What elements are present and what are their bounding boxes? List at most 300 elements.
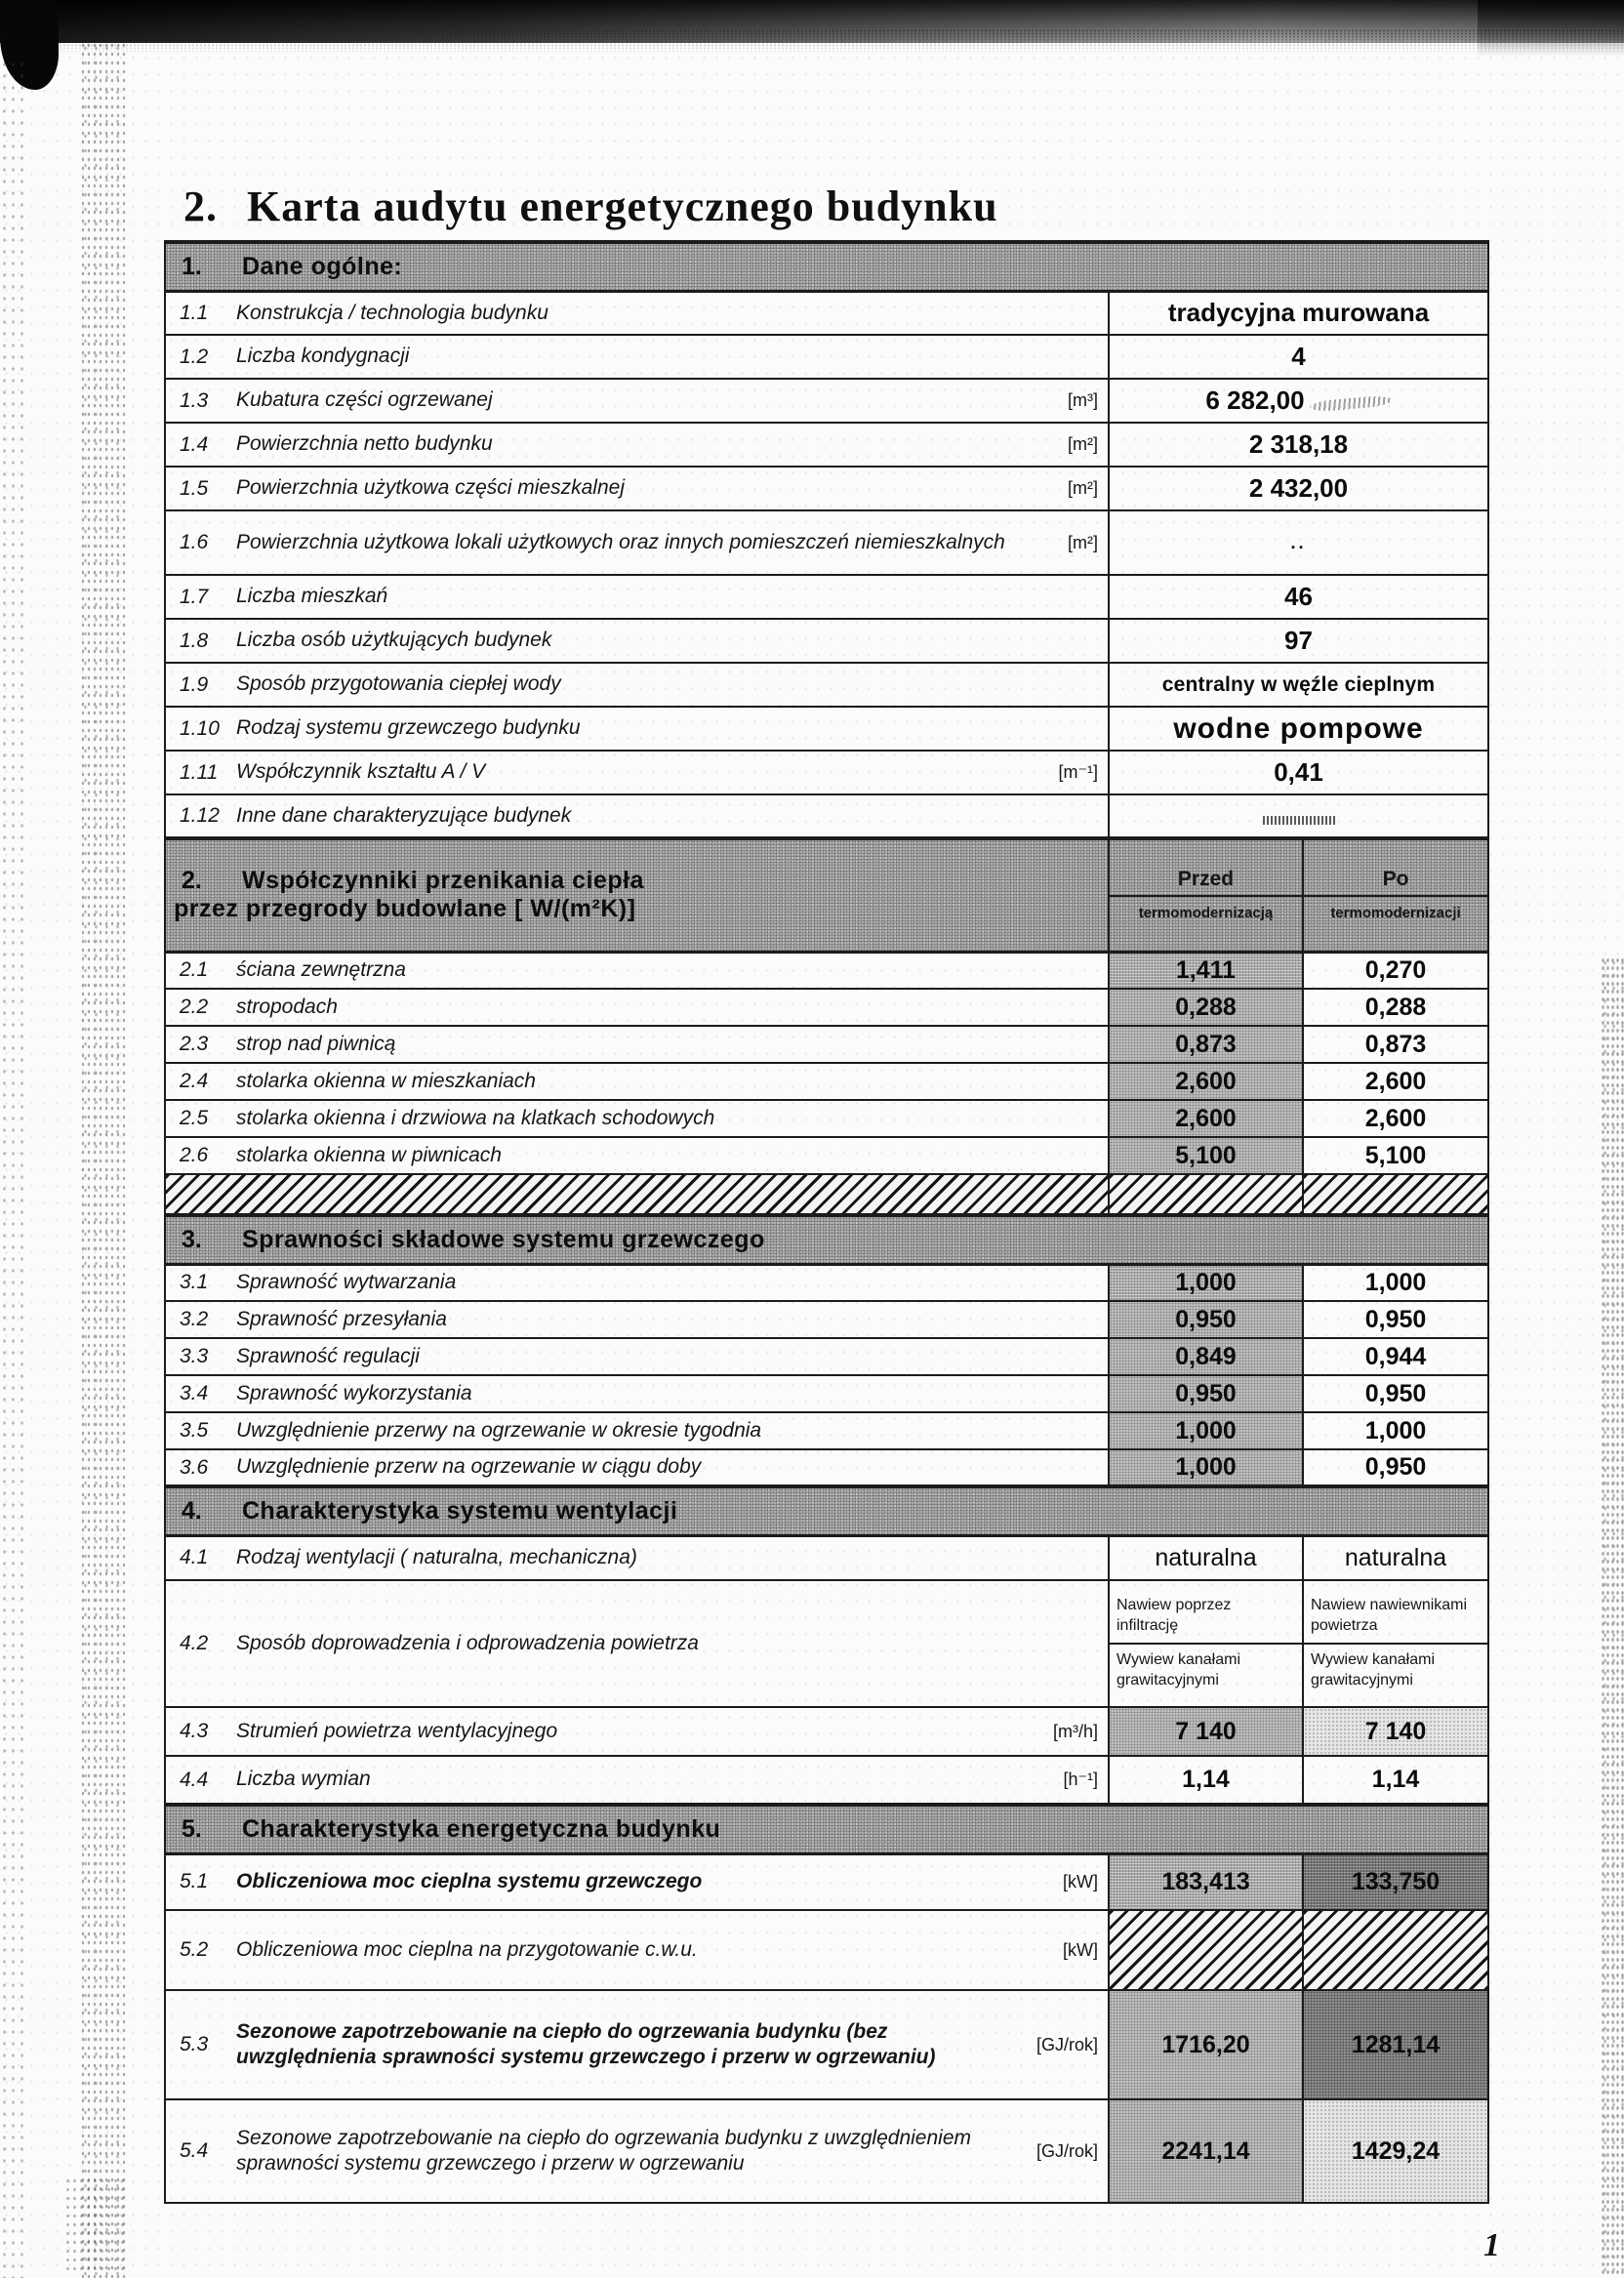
table-row <box>165 1756 1488 1805</box>
row-index: 1.10 <box>180 716 220 740</box>
row-index: 2.4 <box>180 1070 209 1092</box>
row-label: Współczynnik kształtu A / V <box>236 760 486 784</box>
section-header-row <box>165 1215 1488 1264</box>
row-unit: [m⁻¹] <box>1058 762 1098 782</box>
row-value-before-cell <box>1109 1338 1303 1375</box>
row-label-cell <box>165 952 1109 989</box>
row-value: .. <box>1290 532 1307 552</box>
hatched-cell <box>165 1174 1109 1215</box>
table-row <box>165 291 1488 335</box>
row-value: 0,873 <box>1364 1030 1427 1058</box>
row-value-cell <box>1109 619 1488 663</box>
row-value-after-cell <box>1303 1063 1488 1100</box>
row-unit: [m²] <box>1068 434 1098 454</box>
section-title-line: Współczynniki przenikania ciepła <box>242 867 644 895</box>
table-row <box>165 1375 1488 1412</box>
row-index: 1.8 <box>180 629 209 652</box>
table-row <box>165 467 1488 510</box>
row-label-cell <box>165 1137 1109 1174</box>
row-label-wrap <box>174 1545 1100 1570</box>
row-value-after-cell <box>1303 1580 1488 1707</box>
row-label: Sprawność wykorzystania <box>236 1381 472 1404</box>
row-value-before-cell <box>1109 1990 1303 2099</box>
stacked-value-top: Nawiew nawiewnikami powietrza <box>1304 1590 1487 1645</box>
row-value: 46 <box>1284 582 1313 611</box>
table-row <box>165 751 1488 794</box>
row-value-after-cell <box>1303 1853 1488 1910</box>
row-value: naturalna <box>1344 1543 1447 1571</box>
section-title <box>174 867 1100 923</box>
row-index: 4.1 <box>180 1546 209 1569</box>
row-label-wrap <box>174 1344 1100 1369</box>
row-label-cell <box>165 1026 1109 1063</box>
page-title-number: 2. <box>183 183 218 230</box>
row-value-cell <box>1109 335 1488 379</box>
row-value: 7 140 <box>1175 1717 1237 1745</box>
row-value-after-cell <box>1303 1990 1488 2099</box>
section-title-line: przez przegrody budowlane [ W/(m²K)] <box>174 895 636 923</box>
table-row <box>165 1990 1488 2099</box>
row-value-before-cell <box>1109 952 1303 989</box>
section-number: 2. <box>182 867 202 895</box>
row-label-wrap <box>174 1767 1100 1792</box>
row-label-cell <box>165 1756 1109 1805</box>
row-value: 0,950 <box>1364 1379 1427 1407</box>
row-value-after-cell <box>1303 1375 1488 1412</box>
row-value-before-cell <box>1109 989 1303 1026</box>
row-label-wrap <box>174 1270 1100 1295</box>
row-label: Obliczeniowa moc cieplna na przygotowanie c.w.u. <box>236 1937 698 1961</box>
row-unit: [kW] <box>1063 1939 1098 1960</box>
table-row <box>165 335 1488 379</box>
table-row <box>165 1910 1488 1990</box>
row-value: 0,950 <box>1175 1305 1237 1333</box>
audit-table <box>164 240 1487 2204</box>
row-label-wrap <box>174 715 1100 741</box>
row-label-wrap <box>174 1719 1100 1744</box>
row-index: 4.4 <box>180 1768 209 1791</box>
row-index: 5.1 <box>180 1870 209 1893</box>
row-unit: [kW] <box>1063 1871 1098 1892</box>
table-row <box>165 1580 1488 1707</box>
row-value-after-cell <box>1303 2099 1488 2203</box>
row-label-cell <box>165 467 1109 510</box>
row-value: wodne pompowe <box>1173 712 1424 745</box>
row-value: 2 318,18 <box>1248 429 1349 459</box>
section-header-cell <box>165 242 1488 291</box>
row-label-cell <box>165 1264 1109 1301</box>
table-row <box>165 952 1488 989</box>
row-unit: [m³] <box>1068 390 1098 410</box>
row-label-cell <box>165 1707 1109 1756</box>
row-value: 1716,20 <box>1161 2030 1250 2058</box>
table-row <box>165 1100 1488 1137</box>
row-label-wrap <box>174 1069 1100 1094</box>
table-row <box>165 575 1488 619</box>
scan-artifact-right-band <box>1601 956 1624 2278</box>
row-value-before-cell <box>1109 1412 1303 1449</box>
row-label-cell <box>165 1580 1109 1707</box>
scan-artifact-bottom-left <box>64 2176 127 2270</box>
audit-table-grid <box>164 240 1489 2204</box>
section-title-line: Charakterystyka systemu wentylacji <box>242 1496 678 1525</box>
row-label-cell <box>165 1338 1109 1375</box>
table-row <box>165 1535 1488 1580</box>
row-value-before-cell <box>1109 1100 1303 1137</box>
column-header-after <box>1303 838 1488 952</box>
row-index: 3.2 <box>180 1308 209 1330</box>
row-label-wrap <box>174 2019 1100 2071</box>
row-value: 0,950 <box>1364 1305 1427 1333</box>
row-label-wrap <box>174 584 1100 609</box>
section-number: 1. <box>182 252 202 280</box>
row-value: 0,944 <box>1364 1342 1427 1370</box>
section-header-cell <box>165 1215 1488 1264</box>
row-index: 1.11 <box>180 760 219 784</box>
row-value: 1,000 <box>1175 1268 1237 1296</box>
row-value-before-cell <box>1109 1580 1303 1707</box>
scan-artifact-top-fade <box>0 29 1624 55</box>
row-label-wrap <box>174 1454 1100 1480</box>
row-value: 1281,14 <box>1351 2030 1441 2058</box>
stacked-value-bottom: Wywiew kanałami grawitacyjnymi <box>1116 1651 1240 1688</box>
row-index: 2.2 <box>180 996 209 1018</box>
column-header-before-label: Przed <box>1110 862 1302 897</box>
row-value: 0,950 <box>1175 1379 1237 1407</box>
row-value: 2,600 <box>1175 1104 1237 1132</box>
row-label-wrap <box>174 759 1100 785</box>
row-label: Uwzględnienie przerwy na ogrzewanie w okresie tygodnia <box>236 1418 762 1442</box>
row-label: Obliczeniowa moc cieplna systemu grzewczego <box>236 1870 703 1893</box>
row-label: Rodzaj systemu grzewczego budynku <box>236 716 581 740</box>
row-unit: [GJ/rok] <box>1035 2034 1098 2054</box>
row-value-cell <box>1109 510 1488 575</box>
table-row <box>165 1174 1488 1215</box>
row-value: 183,413 <box>1161 1867 1250 1895</box>
row-label: Sezonowe zapotrzebowanie na ciepło do ogrzewania budynku z uwzględnieniem sprawności systemu grzewczego i przerw w ogrzewaniu <box>236 2126 971 2175</box>
stacked-values <box>1110 1590 1302 1696</box>
row-value: 6 282,00 <box>1205 386 1305 415</box>
row-value-after-cell <box>1303 1449 1488 1486</box>
table-row <box>165 619 1488 663</box>
row-value: 2 432,00 <box>1248 473 1349 503</box>
section-title <box>242 253 402 280</box>
table-row <box>165 1853 1488 1910</box>
row-unit: [m²] <box>1068 532 1098 552</box>
column-header-after-label: Po <box>1304 862 1487 897</box>
row-value-after-cell <box>1303 1338 1488 1375</box>
row-unit: [GJ/rok] <box>1035 2140 1098 2161</box>
row-value-after-cell <box>1303 989 1488 1026</box>
section-title <box>242 1226 765 1253</box>
row-index: 3.5 <box>180 1419 209 1442</box>
row-value-after-cell <box>1303 1412 1488 1449</box>
row-label-wrap <box>174 957 1100 983</box>
row-value-cell <box>1109 291 1488 335</box>
row-value: 2241,14 <box>1161 2136 1250 2165</box>
section-number: 5. <box>182 1814 202 1843</box>
row-value-before-cell <box>1109 1756 1303 1805</box>
row-value-after-cell <box>1303 1535 1488 1580</box>
row-value: 1,000 <box>1364 1416 1427 1444</box>
row-label-wrap <box>174 387 1100 413</box>
row-value: 2,600 <box>1364 1067 1427 1095</box>
table-row <box>165 1137 1488 1174</box>
row-value: 0,270 <box>1364 956 1427 984</box>
row-value: 0,873 <box>1175 1030 1237 1058</box>
page-title <box>183 182 998 231</box>
row-index: 5.3 <box>180 2033 209 2055</box>
table-row <box>165 423 1488 467</box>
row-value-cell <box>1109 751 1488 794</box>
row-index: 1.9 <box>180 672 209 696</box>
section-number: 4. <box>182 1496 202 1525</box>
stacked-value-top: Nawiew poprzez infiltrację <box>1110 1590 1302 1645</box>
table-row <box>165 707 1488 751</box>
row-label-wrap <box>174 1381 1100 1406</box>
row-label-cell <box>165 1449 1109 1486</box>
row-label-cell <box>165 1853 1109 1910</box>
row-unit: [h⁻¹] <box>1063 1770 1098 1789</box>
row-value-cell <box>1109 379 1488 423</box>
row-value-after-cell <box>1303 1301 1488 1338</box>
row-value: 0,41 <box>1274 757 1323 787</box>
row-index: 2.3 <box>180 1033 209 1055</box>
row-label-wrap <box>174 995 1100 1020</box>
row-value: 1,14 <box>1371 1766 1420 1793</box>
row-label-cell <box>165 1990 1109 2099</box>
row-value: 1,000 <box>1175 1453 1237 1481</box>
section-title-line: Charakterystyka energetyczna budynku <box>242 1814 721 1843</box>
row-unit: [m³/h] <box>1052 1721 1098 1741</box>
row-value: 7 140 <box>1364 1717 1427 1745</box>
table-row <box>165 1063 1488 1100</box>
row-value-after-cell <box>1303 952 1488 989</box>
table-row <box>165 1412 1488 1449</box>
row-index: 2.1 <box>180 958 209 982</box>
row-label-cell <box>165 575 1109 619</box>
row-label-cell <box>165 1910 1109 1990</box>
row-label-cell <box>165 663 1109 707</box>
row-label: Uwzględnienie przerw na ogrzewanie w ciągu doby <box>236 1455 702 1479</box>
row-value-before-cell <box>1109 1375 1303 1412</box>
row-value-before-cell <box>1109 1707 1303 1756</box>
table-row <box>165 379 1488 423</box>
row-value: 4 <box>1291 342 1306 371</box>
row-label: Inne dane charakteryzujące budynek <box>236 803 572 827</box>
row-label-wrap <box>174 344 1100 369</box>
row-value-before-cell <box>1109 1137 1303 1174</box>
section-header-cell <box>165 1486 1488 1535</box>
scan-artifact-right-top <box>1478 0 1624 57</box>
row-label-wrap <box>174 803 1100 829</box>
row-label-wrap <box>174 530 1100 555</box>
row-index: 1.3 <box>180 388 209 412</box>
row-label: Sezonowe zapotrzebowanie na ciepło do ogrzewania budynku (bez uwzględnienia sprawności systemu grzewczego i przerw w ogrzewaniu) <box>236 2019 936 2068</box>
handwritten-squiggle <box>1309 394 1392 412</box>
row-index: 1.6 <box>180 531 209 553</box>
section-header-row <box>165 242 1488 291</box>
row-value-after-cell <box>1303 1137 1488 1174</box>
row-label: Powierzchnia netto budynku <box>236 432 493 456</box>
row-value-before-cell <box>1109 1063 1303 1100</box>
column-header-before <box>1109 838 1303 952</box>
row-value-cell <box>1109 794 1488 838</box>
section-header-row <box>165 1805 1488 1853</box>
section-header-cell <box>165 838 1109 952</box>
row-label-cell <box>165 335 1109 379</box>
row-label-cell <box>165 291 1109 335</box>
row-label-wrap <box>174 671 1100 697</box>
row-label: Sposób przygotowania ciepłej wody <box>236 672 561 696</box>
row-label-cell <box>165 1100 1109 1137</box>
section-header-row <box>165 838 1488 952</box>
row-index: 5.2 <box>180 1938 209 1961</box>
row-value: 2,600 <box>1364 1104 1427 1132</box>
row-index: 1.5 <box>180 476 209 500</box>
section-title <box>242 1497 677 1525</box>
row-index: 1.7 <box>180 585 209 608</box>
row-index: 1.1 <box>180 301 209 324</box>
row-value-after-cell <box>1303 1910 1488 1990</box>
row-value: naturalna <box>1155 1543 1257 1571</box>
row-index: 1.12 <box>180 804 220 827</box>
row-label: Powierzchnia użytkowa części mieszkalnej <box>236 476 625 500</box>
row-label-wrap <box>174 1032 1100 1057</box>
table-row <box>165 1026 1488 1063</box>
row-label: Strumień powietrza wentylacyjnego <box>236 1719 558 1742</box>
row-label-wrap <box>174 1307 1100 1332</box>
row-value-before-cell <box>1109 1026 1303 1063</box>
row-value-cell <box>1109 575 1488 619</box>
row-value-after-cell <box>1303 1100 1488 1137</box>
row-label: Liczba wymian <box>236 1768 371 1791</box>
row-label-cell <box>165 989 1109 1026</box>
table-row <box>165 1449 1488 1486</box>
row-label-cell <box>165 619 1109 663</box>
row-label: Sposób doprowadzenia i odprowadzenia powietrza <box>236 1631 699 1654</box>
row-value-cell <box>1109 663 1488 707</box>
table-row <box>165 1264 1488 1301</box>
table-row <box>165 510 1488 575</box>
page-title-text: Karta audytu energetycznego budynku <box>247 183 998 230</box>
section-header-row <box>165 1486 1488 1535</box>
row-label: Liczba mieszkań <box>236 585 388 608</box>
scan-artifact-left-edge <box>0 59 25 2278</box>
row-label-wrap <box>174 1869 1100 1894</box>
row-label-wrap <box>174 301 1100 326</box>
row-value-before-cell <box>1109 1264 1303 1301</box>
row-label-cell <box>165 1412 1109 1449</box>
row-value: tradycyjna murowana <box>1167 298 1430 328</box>
row-index: 4.3 <box>180 1720 209 1742</box>
row-value-before-cell <box>1109 1449 1303 1486</box>
section-title-line: Sprawności składowe systemu grzewczego <box>242 1225 765 1253</box>
row-label-wrap <box>174 1631 1100 1656</box>
section-title <box>242 1815 720 1843</box>
row-value: 1429,24 <box>1351 2136 1441 2165</box>
row-index: 5.4 <box>180 2139 209 2162</box>
row-label: Powierzchnia użytkowa lokali użytkowych oraz innych pomieszczeń niemieszkalnych <box>236 530 1005 553</box>
hatched-cell <box>1109 1174 1303 1215</box>
row-value-before-cell <box>1109 1301 1303 1338</box>
row-label-cell <box>165 1535 1109 1580</box>
row-value-before-cell <box>1109 2099 1303 2203</box>
row-label-cell <box>165 379 1109 423</box>
row-value: 5,100 <box>1175 1141 1237 1169</box>
row-label-wrap <box>174 1106 1100 1131</box>
row-label-cell <box>165 423 1109 467</box>
row-label-wrap <box>174 1937 1100 1963</box>
section-number: 3. <box>182 1225 202 1253</box>
row-label: Sprawność wytwarzania <box>236 1271 457 1294</box>
row-value: 1,000 <box>1364 1268 1427 1296</box>
section-title-line: Dane ogólne: <box>242 252 403 280</box>
row-value: 5,100 <box>1364 1141 1427 1169</box>
row-label: strop nad piwnicą <box>236 1032 396 1055</box>
row-label-wrap <box>174 1143 1100 1168</box>
row-label-wrap <box>174 1418 1100 1444</box>
row-value: 0,288 <box>1364 993 1427 1021</box>
row-value: 0,950 <box>1364 1453 1427 1481</box>
table-row <box>165 1707 1488 1756</box>
row-value-before-cell <box>1109 1853 1303 1910</box>
row-index: 1.2 <box>180 345 209 368</box>
page-number: 1 <box>1483 2227 1500 2263</box>
table-row <box>165 1301 1488 1338</box>
illegible-smudge <box>1263 816 1335 825</box>
row-label: Sprawność regulacji <box>236 1344 420 1367</box>
row-value-after-cell <box>1303 1756 1488 1805</box>
row-label-wrap <box>174 628 1100 653</box>
hatched-cell <box>1303 1174 1488 1215</box>
column-header-before-sublabel: termomodernizacją <box>1138 904 1274 921</box>
row-label: stolarka okienna w piwnicach <box>236 1143 502 1166</box>
table-row <box>165 989 1488 1026</box>
row-value: 2,600 <box>1175 1067 1237 1095</box>
stacked-value-bottom: Wywiew kanałami grawitacyjnymi <box>1311 1651 1435 1688</box>
row-value-after-cell <box>1303 1264 1488 1301</box>
row-index: 3.3 <box>180 1345 209 1367</box>
row-index: 2.6 <box>180 1144 209 1166</box>
table-row <box>165 794 1488 838</box>
row-value: 1,411 <box>1175 956 1237 984</box>
row-index: 3.6 <box>180 1455 209 1479</box>
row-label-wrap <box>174 431 1100 457</box>
row-value-after-cell <box>1303 1707 1488 1756</box>
row-value: 97 <box>1284 626 1313 655</box>
row-index: 1.4 <box>180 432 209 456</box>
row-value-before-cell <box>1109 1910 1303 1990</box>
row-label: Liczba osób użytkujących budynek <box>236 629 552 652</box>
row-label-cell <box>165 751 1109 794</box>
row-label-cell <box>165 1063 1109 1100</box>
row-label-cell <box>165 794 1109 838</box>
row-value-cell <box>1109 707 1488 751</box>
section-header-cell <box>165 1805 1488 1853</box>
table-row <box>165 1338 1488 1375</box>
row-value: 133,750 <box>1351 1867 1441 1895</box>
row-label: Rodzaj wentylacji ( naturalna, mechaniczna) <box>236 1546 637 1569</box>
row-label-cell <box>165 1375 1109 1412</box>
row-index: 3.4 <box>180 1382 209 1404</box>
row-label: Sprawność przesyłania <box>236 1307 447 1330</box>
table-row <box>165 2099 1488 2203</box>
row-label-cell <box>165 707 1109 751</box>
row-unit: [m²] <box>1068 478 1098 498</box>
row-label: Konstrukcja / technologia budynku <box>236 301 548 324</box>
row-label-wrap <box>174 2126 1100 2177</box>
